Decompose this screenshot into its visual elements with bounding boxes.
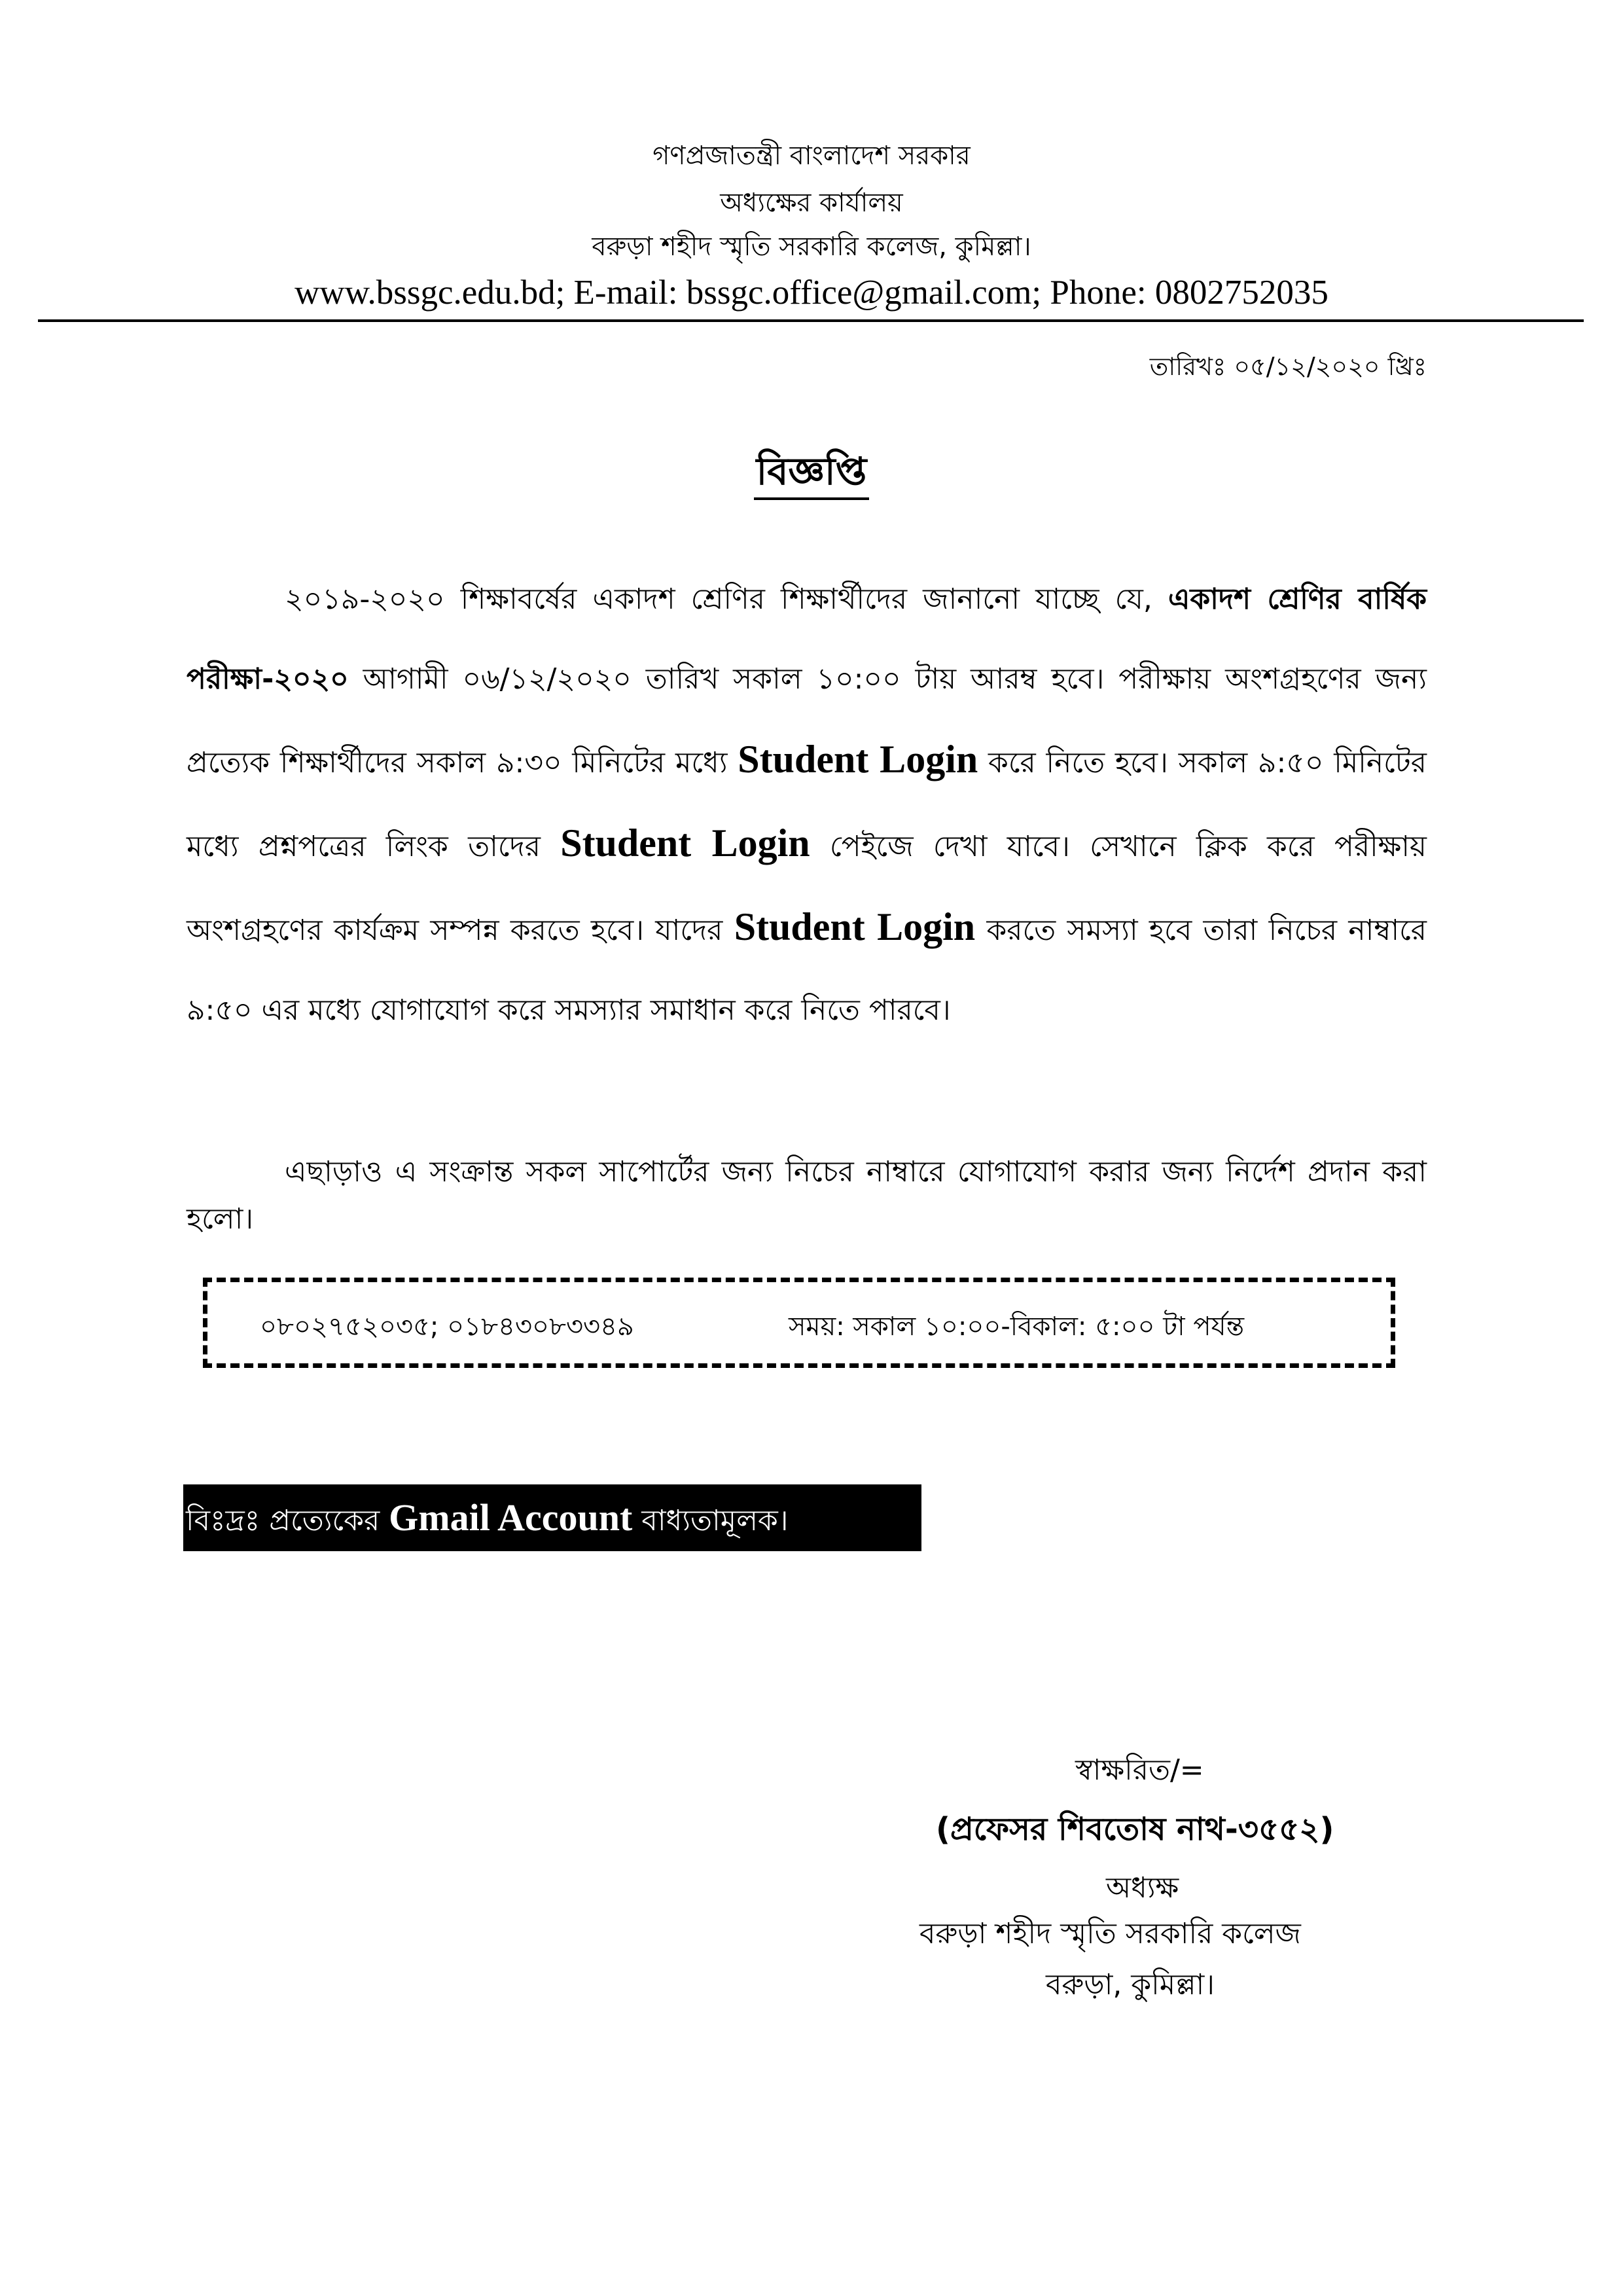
note-suffix: বাধ্যতামূলক। bbox=[632, 1504, 789, 1537]
note-banner bbox=[183, 1484, 921, 1551]
paragraph-text: করে নিতে হবে। সকাল ৯:৫০ মিনিটের মধ্যে প্রশ্নপত্রের লিংক তাদের bbox=[187, 746, 1427, 863]
student-login-term: Student Login bbox=[560, 821, 810, 865]
header-office-line: অধ্যক্ষের কার্যালয় bbox=[720, 188, 903, 218]
support-contact-box bbox=[203, 1278, 1395, 1368]
paragraph-text: পেইজে দেখা যাবে। সেখানে ক্লিক করে পরীক্ষায় অংশগ্রহণের কার্যক্রম সম্পন্ন করতে হবে। যাদের bbox=[187, 830, 1427, 947]
header-college-line: বরুড়া শহীদ স্মৃতি সরকারি কলেজ, কুমিল্লা। bbox=[592, 232, 1031, 262]
notice-paragraph-main bbox=[187, 560, 1427, 1050]
support-phone-numbers: ০৮০২৭৫২০৩৫; ০১৮৪৩০৮৩৩৪৯ bbox=[260, 1312, 634, 1342]
signature-college: বরুড়া শহীদ স্মৃতি সরকারি কলেজ bbox=[919, 1917, 1301, 1950]
note-gmail-term: Gmail Account bbox=[389, 1496, 633, 1539]
signature-title: অধ্যক্ষ bbox=[1106, 1871, 1179, 1905]
notice-title bbox=[0, 445, 1623, 500]
exam-name-bold: একাদশ শ্রেণির বার্ষিক পরীক্ষা-২০২০ bbox=[187, 583, 1427, 696]
header-government-line: গণপ্রজাতন্ত্রী বাংলাদেশ সরকার bbox=[652, 141, 971, 171]
notice-title-text: বিজ্ঞপ্তি bbox=[754, 445, 870, 500]
student-login-term: Student Login bbox=[734, 905, 976, 948]
header-divider bbox=[38, 319, 1584, 322]
paragraph-text: আগামী ০৬/১২/২০২০ তারিখ সকাল ১০:০০ টায় আরম্ব হবে। পরীক্ষায় অংশগ্রহণের জন্য প্রত্যেক শিক্ষার্থীদের সকাল ৯:৩০ মিনিটের মধ্যে bbox=[187, 662, 1427, 780]
signature-signed-mark: স্বাক্ষরিত/= bbox=[1075, 1753, 1204, 1787]
note-prefix: বিঃদ্রঃ প্রত্যেকের bbox=[186, 1504, 389, 1537]
paragraph-text: ২০১৯-২০২০ শিক্ষাবর্ষের একাদশ শ্রেণির শিক্ষার্থীদের জানানো যাচ্ছে যে, bbox=[285, 583, 1168, 616]
student-login-term: Student Login bbox=[738, 738, 978, 781]
notice-paragraph-support: এছাড়াও এ সংক্রান্ত সকল সাপোর্টের জন্য নিচের নাম্বারে যোগাযোগ করার জন্য নির্দেশ প্রদান করা হলো। bbox=[187, 1155, 1427, 1236]
notice-date: তারিখঃ ০৫/১২/২০২০ খ্রিঃ bbox=[1149, 352, 1427, 381]
paragraph-text: করতে সমস্যা হবে তারা নিচের নাম্বারে ৯:৫০ এর মধ্যে যোগাযোগ করে সমস্যার সমাধান করে নিতে পারবে। bbox=[187, 914, 1427, 1027]
support-hours: সময়: সকাল ১০:০০-বিকাল: ৫:০০ টা পর্যন্ত bbox=[789, 1312, 1245, 1342]
header-contact-line: www.bssgc.edu.bd; E-mail: bssgc.office@gmail.com; Phone: 0802752035 bbox=[294, 274, 1329, 312]
signature-name: (প্রফেসর শিবতোষ নাথ-৩৫৫২) bbox=[936, 1811, 1334, 1848]
signature-place: বরুড়া, কুমিল্লা। bbox=[1046, 1968, 1215, 2001]
